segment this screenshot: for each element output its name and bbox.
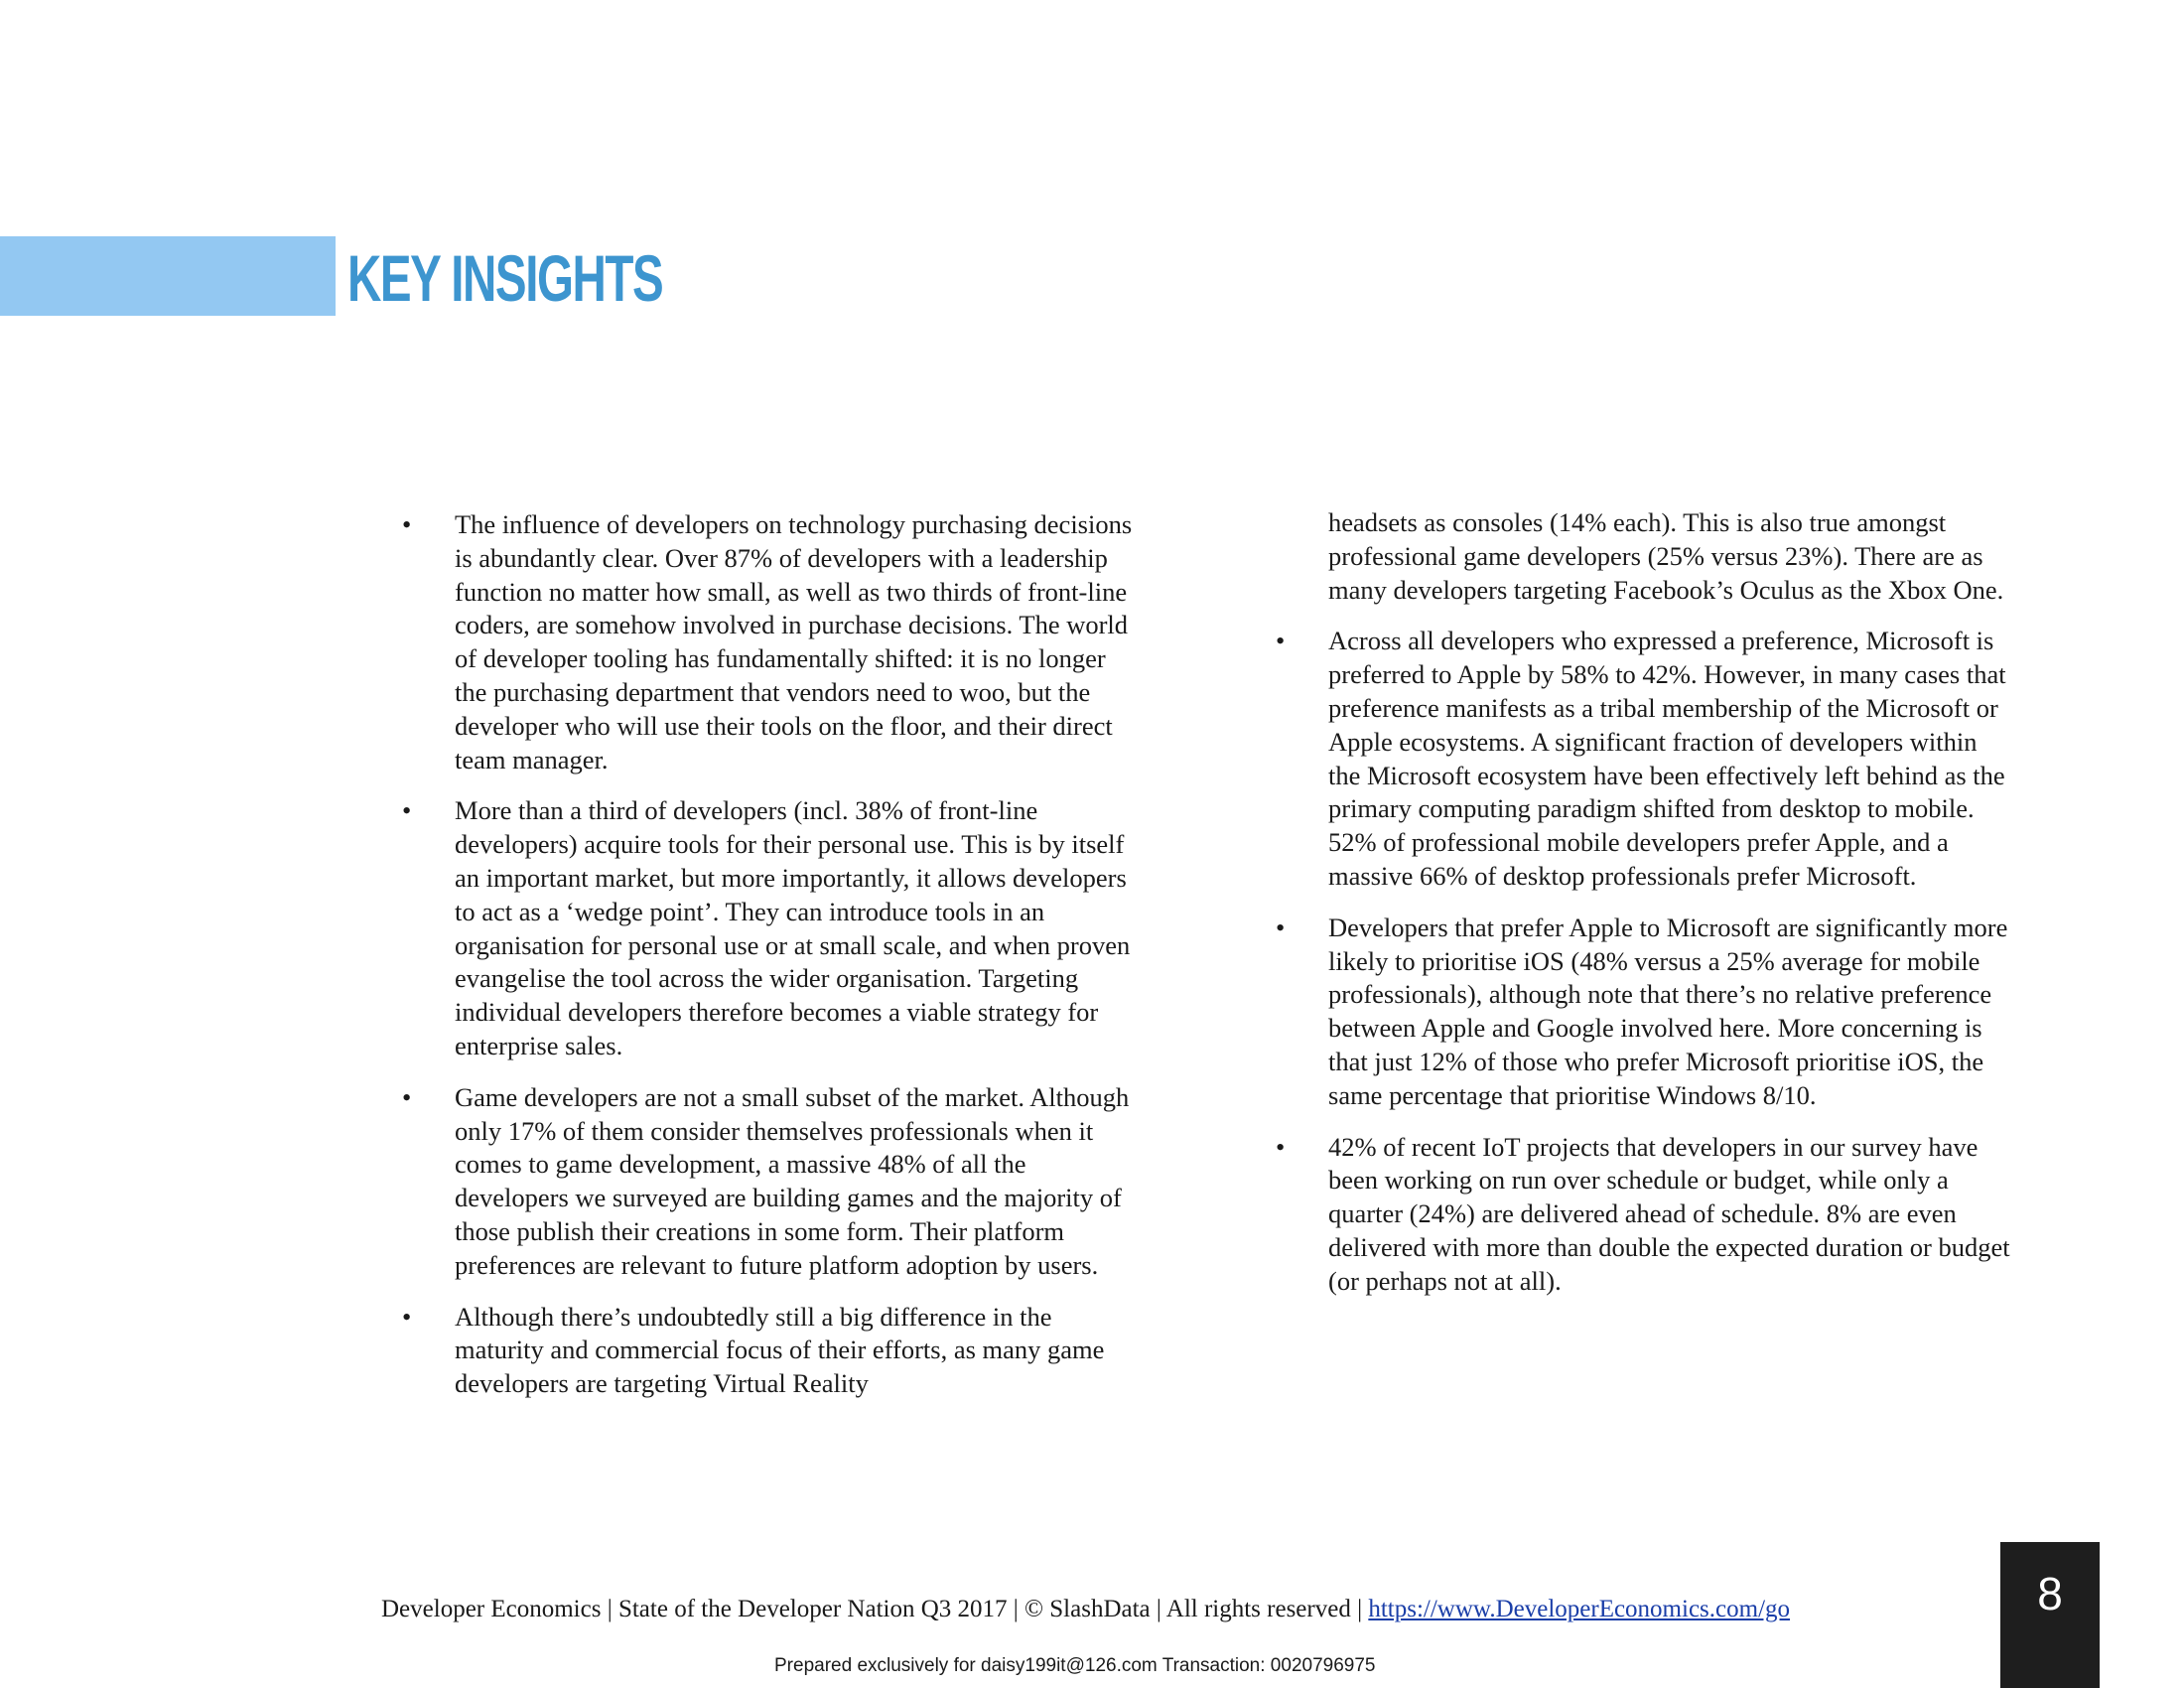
bullet-icon: • — [1276, 912, 1286, 942]
bullet-text: Although there’s undoubtedly still a big difference in the maturity and commercial focus of their efforts, as many game developers are targeting Virtual Reality — [455, 1301, 1105, 1399]
bullet-icon: • — [402, 1301, 412, 1332]
bullet-icon: • — [1276, 626, 1286, 656]
bullet-icon: • — [1276, 1131, 1286, 1162]
footer-link[interactable]: https://www.DeveloperEconomics.com/go — [1368, 1596, 1791, 1622]
page-number-box — [2000, 1542, 2100, 1688]
page-number: 8 — [2037, 1568, 2063, 1619]
bullet-icon: • — [402, 795, 412, 826]
footer-text: Developer Economics | State of the Developer Nation Q3 2017 | © SlashData | All rights reserved | — [381, 1596, 1369, 1622]
title-accent-bar — [0, 236, 336, 316]
list-item — [402, 1081, 1142, 1283]
list-item — [402, 508, 1142, 776]
left-column — [402, 508, 1142, 1419]
bullet-icon: • — [402, 1081, 412, 1112]
list-item — [1276, 1131, 2010, 1299]
right-column — [1276, 506, 2010, 1317]
list-item — [402, 1301, 1142, 1401]
bullet-text: Developers that prefer Apple to Microsoft are significantly more likely to prioritise iOS (48% versus a 25% average for mobile professionals), although note that there’s no relative preference between Apple and Google involved here. More concerning is that just 12% of those who prefer Microsoft prioritise iOS, the same percentage that prioritise Windows 8/10. — [1328, 912, 2008, 1110]
page-title: KEY INSIGHTS — [347, 241, 663, 315]
list-item — [1276, 912, 2010, 1113]
continued-text: headsets as consoles (14% each). This is also true amongst professional game developers (25% versus 23%). There are as many developers targeting Facebook’s Oculus as the Xbox One. — [1328, 507, 2004, 605]
prepared-notice: Prepared exclusively for daisy199it@126.com Transaction: 0020796975 — [774, 1655, 1376, 1676]
bullet-text: More than a third of developers (incl. 38% of front-line developers) acquire tools for their personal use. This is by itself an important market, but more importantly, it allows developers to act as a ‘wedge point’. They can introduce tools in an organisation for personal use or at small scale, and when proven evangelise the tool across the wider organisation. Targeting individual developers therefore becomes a viable strategy for enterprise sales. — [455, 795, 1131, 1060]
bullet-icon: • — [402, 509, 412, 539]
bullet-text: Across all developers who expressed a preference, Microsoft is preferred to Apple by 58% to 42%. However, in many cases that preference manifests as a tribal membership of the Microsoft or Apple ecosystems. A significant fraction of developers within the Microsoft ecosystem have been effectively left behind as the primary computing paradigm shifted from desktop to mobile. 52% of professional mobile developers prefer Apple, and a massive 66% of desktop professionals prefer Microsoft. — [1328, 626, 2006, 891]
bullet-text: 42% of recent IoT projects that developers in our survey have been working on run over schedule or budget, while only a quarter (24%) are delivered ahead of schedule. 8% are even delivered with more than double the expected duration or budget (or perhaps not at all). — [1328, 1131, 2010, 1296]
bullet-text: The influence of developers on technology purchasing decisions is abundantly clear. Over 87% of developers with a leadership function no matter how small, as well as two thirds of front-line coders, are somehow involved in purchase decisions. The world of developer tooling has fundamentally shifted: it is no longer the purchasing department that vendors need to woo, but the developer who will use their tools on the floor, and their direct team manager. — [455, 509, 1133, 774]
list-item — [1276, 625, 2010, 893]
list-item — [402, 794, 1142, 1062]
bullet-text: Game developers are not a small subset of the market. Although only 17% of them consider themselves professionals when it comes to game development, a massive 48% of all the developers we surveyed are building games and the majority of those publish their creations in some form. Their platform preferences are relevant to future platform adoption by users. — [455, 1081, 1130, 1280]
footer — [381, 1596, 1970, 1623]
